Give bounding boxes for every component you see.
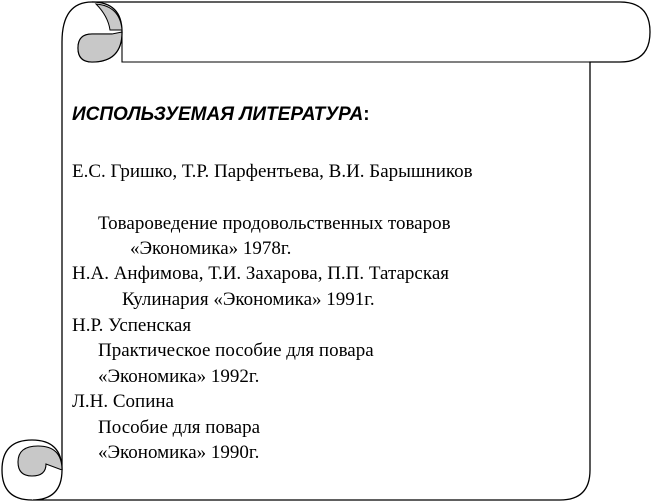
ref-4-title: Пособие для повара <box>98 417 261 438</box>
ref-3-publisher: «Экономика» 1992г. <box>98 366 260 387</box>
ref-3-title: Практическое пособие для повара <box>98 340 374 361</box>
ref-2-author: Н.А. Анфимова, Т.И. Захарова, П.П. Татарская <box>72 263 449 284</box>
heading-colon: : <box>363 104 370 125</box>
literature-heading <box>72 104 370 126</box>
ref-1-title: Товароведение продовольственных товаров <box>98 213 451 234</box>
ref-1-author: Е.С. Гришко, Т.Р. Парфентьева, В.И. Барышников <box>72 161 473 182</box>
heading-text: ИСПОЛЬЗУЕМАЯ ЛИТЕРАТУРА <box>72 104 364 125</box>
ref-1-publisher: «Экономика» 1978г. <box>130 238 292 259</box>
ref-4-publisher: «Экономика» 1990г. <box>98 442 260 463</box>
ref-4-author: Л.Н. Сопина <box>72 391 174 412</box>
ref-2-title-publisher: Кулинария «Экономика» 1991г. <box>122 289 375 310</box>
ref-3-author: Н.Р. Успенская <box>72 315 192 336</box>
